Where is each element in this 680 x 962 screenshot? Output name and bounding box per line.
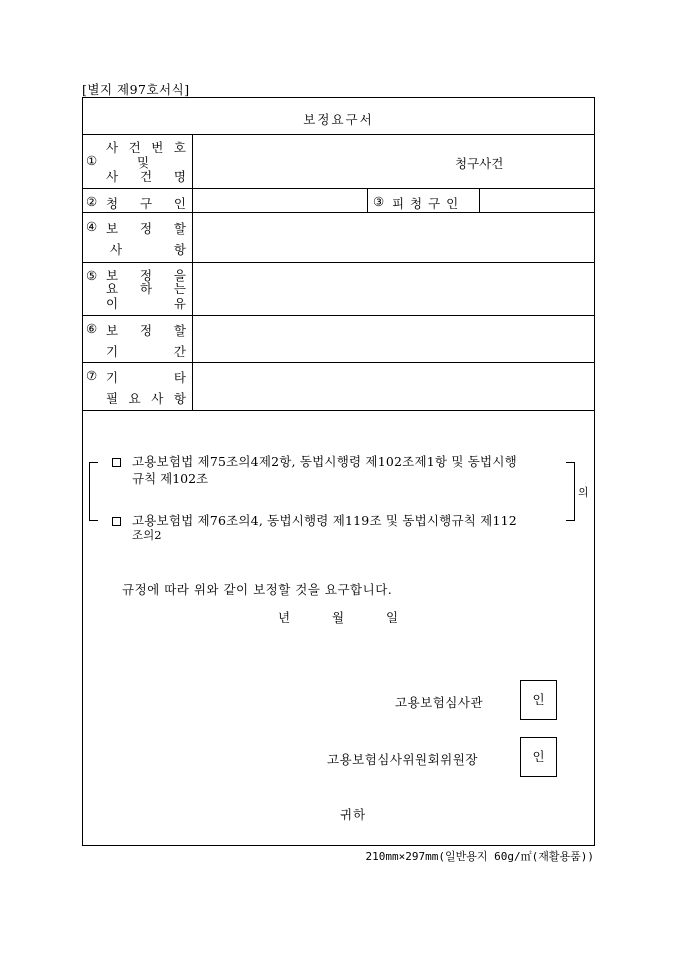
row-number: ⑤	[86, 268, 98, 283]
period-label-line2: 기 간	[106, 344, 186, 359]
claimant-field[interactable]	[196, 190, 364, 210]
date-month[interactable]: 월	[332, 610, 345, 625]
case-label-line1: 사 건 번 호	[106, 140, 186, 155]
period-label-line1: 보 정 할	[106, 323, 186, 338]
basis-option-2-line2: 조의2	[132, 528, 162, 542]
row-number: ⑦	[86, 368, 98, 383]
basis-option-1-checkbox[interactable]	[112, 458, 121, 467]
items-field[interactable]	[196, 214, 591, 260]
row-number: ③	[373, 194, 385, 209]
items-label-line1: 보 정 할	[106, 221, 186, 236]
reason-label-line3: 이 유	[106, 296, 186, 311]
recipient-label: 귀하	[340, 807, 367, 822]
other-label-line1: 기 타	[106, 370, 186, 385]
basis-option-2-line1: 고용보험법 제76조의4, 동법시행령 제119조 및 동법시행규칙 제112	[132, 513, 517, 528]
claimant-label: 청 구 인	[106, 196, 186, 211]
document-title: 보정요구서	[303, 112, 374, 127]
case-name-field[interactable]: 청구사건	[455, 156, 504, 171]
divider	[82, 362, 595, 363]
other-label-line2: 필 요 사 항	[106, 391, 186, 406]
signer-chairman-title: 고용보험심사위원회위원장	[327, 752, 478, 767]
divider	[82, 212, 595, 213]
paper-spec: 210mm×297mm(일반용지 60g/㎡(재활용품))	[365, 850, 594, 863]
label-column-divider	[192, 134, 193, 410]
divider	[82, 134, 595, 135]
row-number: ①	[86, 153, 98, 168]
respondent-field[interactable]	[483, 190, 591, 210]
reason-field[interactable]	[196, 264, 591, 313]
signer-chairman-stamp[interactable]: 인	[520, 737, 557, 777]
date-day[interactable]: 일	[386, 610, 399, 625]
period-field[interactable]	[196, 317, 591, 360]
request-statement: 규정에 따라 위와 같이 보정할 것을 요구합니다.	[122, 582, 393, 597]
divider	[82, 188, 595, 189]
left-bracket	[89, 462, 98, 521]
basis-suffix: 의	[578, 486, 589, 499]
divider	[367, 188, 368, 212]
divider	[82, 410, 595, 411]
basis-option-1-line2: 규칙 제102조	[132, 471, 209, 486]
case-label-line3: 사 건 명	[106, 169, 186, 184]
date-year[interactable]: 년	[278, 610, 291, 625]
row-number: ②	[86, 194, 98, 209]
respondent-label: 피 청 구 인	[392, 196, 460, 211]
basis-option-1-line1: 고용보험법 제75조의4제2항, 동법시행령 제102조제1항 및 동법시행	[132, 454, 517, 469]
row-number: ⑥	[86, 321, 98, 336]
other-field[interactable]	[196, 364, 591, 408]
signer-examiner-stamp[interactable]: 인	[520, 680, 557, 720]
right-bracket	[566, 462, 575, 521]
form-number-label: [별지 제97호서식]	[82, 82, 190, 97]
case-label-line2: 및	[137, 155, 150, 170]
divider	[82, 315, 595, 316]
signer-examiner-title: 고용보험심사관	[395, 695, 484, 710]
divider	[479, 188, 480, 212]
reason-label-line1: 보 정 을	[106, 268, 186, 283]
reason-label-line2: 요 하 는	[106, 281, 186, 296]
row-number: ④	[86, 219, 98, 234]
basis-option-2-checkbox[interactable]	[112, 517, 121, 526]
items-label-line2: 사 항	[110, 242, 186, 257]
divider	[82, 262, 595, 263]
